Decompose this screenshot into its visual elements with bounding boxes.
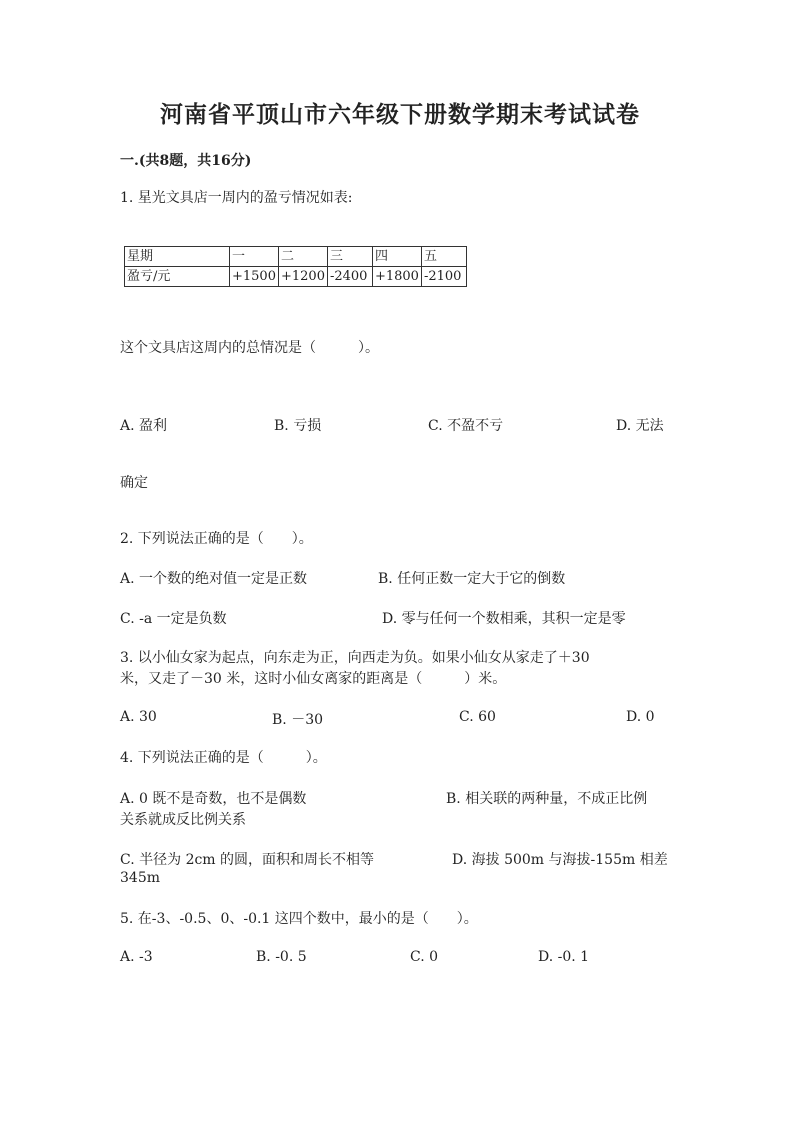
table-cell: 一 <box>230 247 279 267</box>
option-c: C. 半径为 2cm 的圆，面积和周长不相等 <box>120 852 375 868</box>
option-c: C. 0 <box>410 949 439 965</box>
question-1-stem-2: 这个文具店这周内的总情况是（ ）。 <box>120 340 379 356</box>
question-3-stem-line2: 米，又走了－30 米，这时小仙女离家的距离是（ ）米。 <box>120 671 507 687</box>
option-d-wrap: 345m <box>120 870 160 886</box>
option-c: C. 60 <box>459 709 496 725</box>
option-a: A. -3 <box>120 949 153 965</box>
question-1-stem: 1. 星光文具店一周内的盈亏情况如表: <box>120 190 353 206</box>
question-2-stem: 2. 下列说法正确的是（ ）。 <box>120 531 313 547</box>
option-a: A. 一个数的绝对值一定是正数 <box>120 571 308 587</box>
table-cell: 五 <box>421 247 466 267</box>
table-row <box>125 247 467 267</box>
table-cell: -2400 <box>327 267 372 287</box>
table-cell: +1200 <box>278 267 327 287</box>
option-a: A. 30 <box>120 709 157 725</box>
option-b-wrap: 关系就成反比例关系 <box>120 812 246 828</box>
option-d: D. 零与任何一个数相乘，其积一定是零 <box>382 611 626 627</box>
option-b: B. -0. 5 <box>256 949 307 965</box>
option-b: B. 亏损 <box>274 418 322 434</box>
option-d-wrap: 确定 <box>120 475 148 491</box>
table-cell: 二 <box>278 247 327 267</box>
table-row <box>125 267 467 287</box>
option-d: D. 0 <box>626 709 655 725</box>
option-b: B. 相关联的两种量，不成正比例 <box>446 791 648 807</box>
table-cell: 四 <box>372 247 421 267</box>
option-d: D. 海拔 500m 与海拔-155m 相差 <box>452 852 668 868</box>
profit-loss-table <box>124 246 467 287</box>
table-cell: 盈亏/元 <box>125 267 230 287</box>
table-cell: -2100 <box>421 267 466 287</box>
option-a: A. 0 既不是奇数，也不是偶数 <box>120 791 307 807</box>
question-3-stem: 3. 以小仙女家为起点，向东走为正，向西走为负。如果小仙女从家走了＋30 <box>120 650 590 666</box>
option-d: D. -0. 1 <box>538 949 590 965</box>
option-c: C. 不盈不亏 <box>428 418 504 434</box>
question-5-stem: 5. 在-3、-0.5、0、-0.1 这四个数中，最小的是（ ）。 <box>120 911 478 927</box>
option-b: B. 任何正数一定大于它的倒数 <box>378 571 566 587</box>
option-d: D. 无法 <box>616 418 664 434</box>
section-heading: 一.(共8题，共16分) <box>120 153 252 169</box>
question-4-stem: 4. 下列说法正确的是（ ）。 <box>120 750 327 766</box>
table-cell: +1500 <box>230 267 279 287</box>
table-cell: 三 <box>327 247 372 267</box>
table-cell: 星期 <box>125 247 230 267</box>
page-title: 河南省平顶山市六年级下册数学期末考试试卷 <box>160 101 640 128</box>
option-b: B. －30 <box>272 712 324 728</box>
option-a: A. 盈利 <box>120 418 168 434</box>
option-c: C. -a 一定是负数 <box>120 611 227 627</box>
table-cell: +1800 <box>372 267 421 287</box>
